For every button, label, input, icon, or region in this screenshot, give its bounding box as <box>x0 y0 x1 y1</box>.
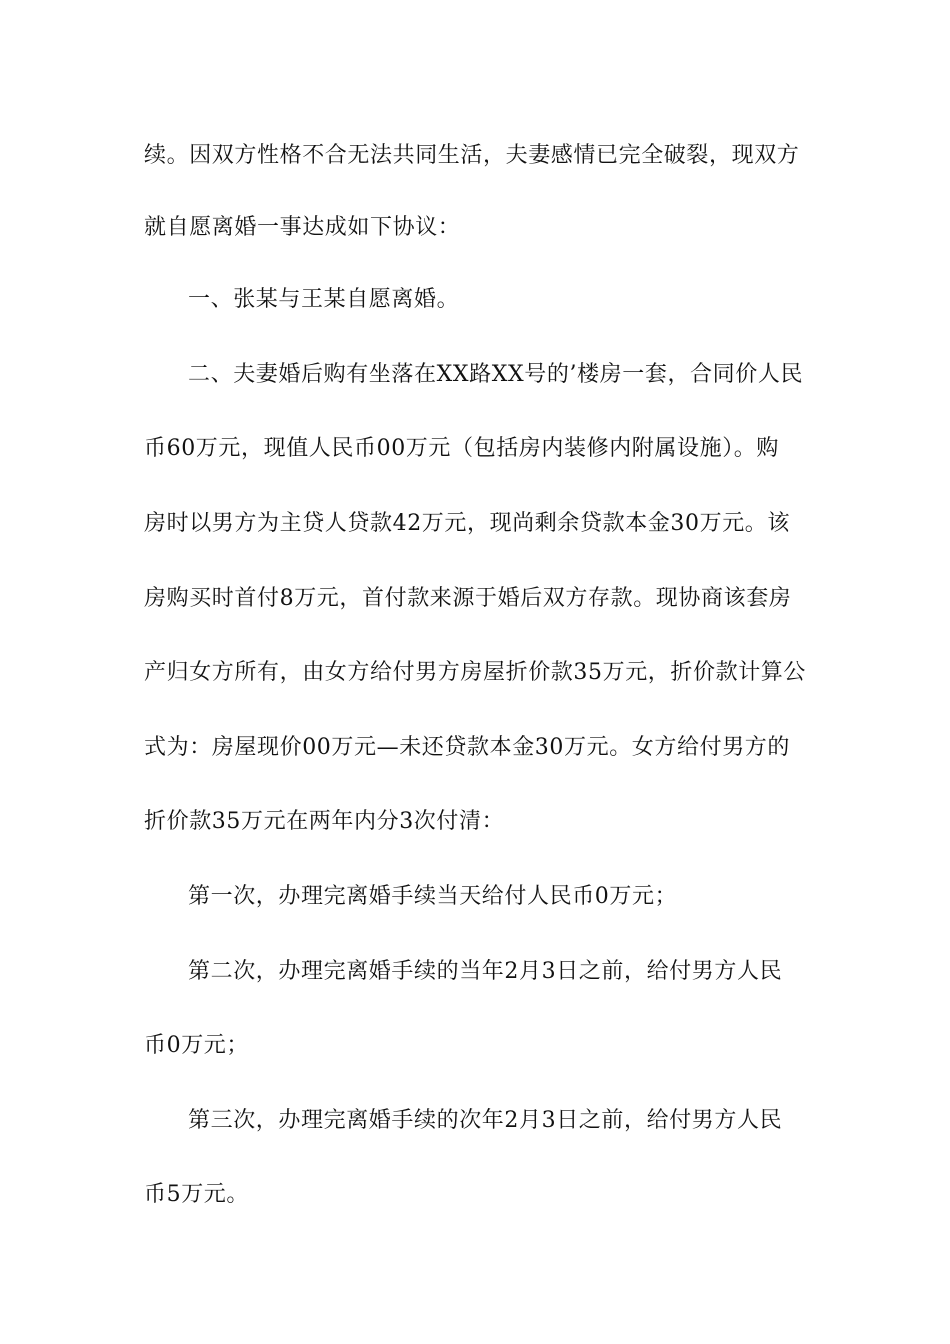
payment-second: 第二次，办理完离婚手续的当年2月3日之前，给付男方人民 <box>188 959 783 984</box>
text-line: 产归女方所有，由女方给付男方房屋折价款35万元，折价款计算公 <box>144 660 806 685</box>
text-line: 币60万元，现值人民币00万元（包括房内装修内附属设施）。购 <box>144 436 779 461</box>
text-line: 币5万元。 <box>144 1182 249 1207</box>
clause-2: 二、夫妻婚后购有坐落在XX路XX号的’楼房一套，合同价人民 <box>188 362 804 387</box>
payment-first: 第一次，办理完离婚手续当天给付人民币0万元； <box>188 884 678 909</box>
text-line: 就自愿离婚一事达成如下协议： <box>144 215 461 240</box>
text-line: 折价款35万元在两年内分3次付清： <box>144 809 505 834</box>
text-line: 房购买时首付8万元，首付款来源于婚后双方存款。现协商该套房 <box>144 586 792 611</box>
text-line: 式为：房屋现价00万元—未还贷款本金30万元。女方给付男方的 <box>144 735 790 760</box>
payment-third: 第三次，办理完离婚手续的次年2月3日之前，给付男方人民 <box>188 1108 783 1133</box>
clause-1: 一、张某与王某自愿离婚。 <box>188 287 460 312</box>
text-line: 币0万元； <box>144 1033 249 1058</box>
text-line: 房时以男方为主贷人贷款42万元，现尚剩余贷款本金30万元。该 <box>144 511 790 536</box>
text-line: 续。因双方性格不合无法共同生活，夫妻感情已完全破裂，现双方 <box>144 143 800 168</box>
